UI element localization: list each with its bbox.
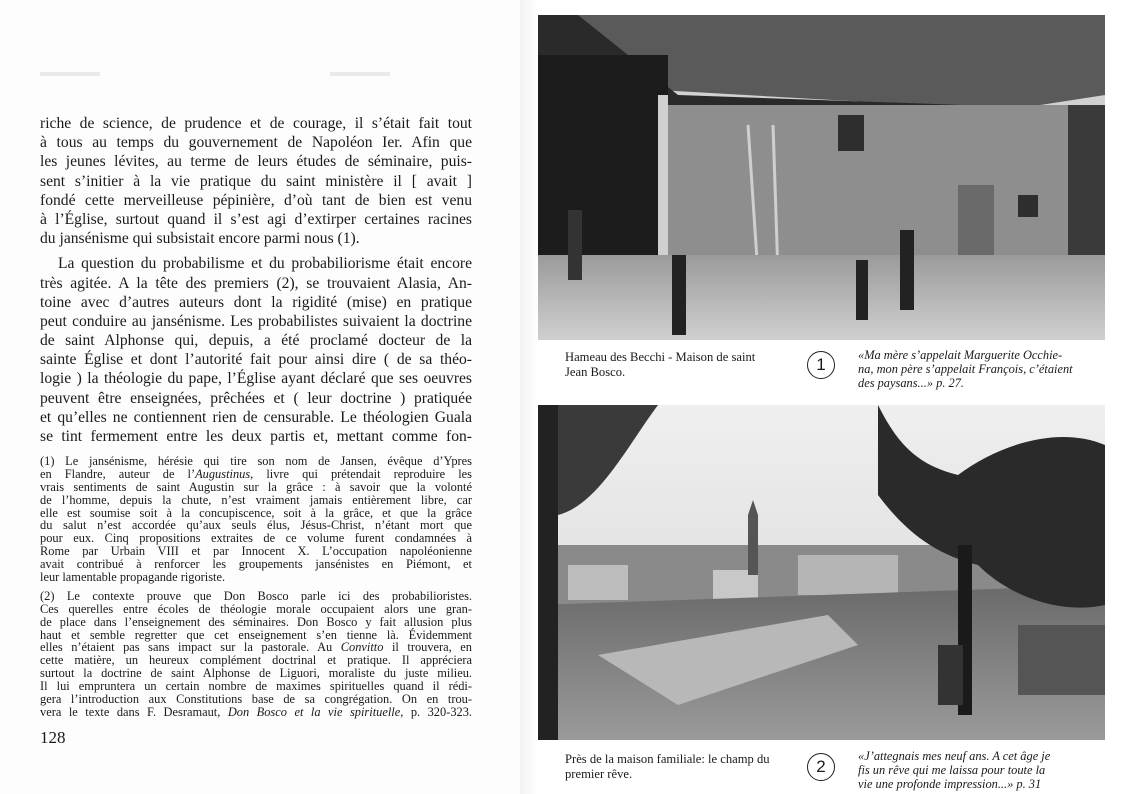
- footnote-1: [40, 455, 472, 584]
- text-line: de saint Alphonse qui, depuis, a été proclamé docteur de la: [40, 332, 472, 350]
- footnote-line: de place dans l’enseignement des séminaires. Don Bosco y fait allusion plus: [40, 614, 472, 629]
- body-text: [40, 114, 472, 446]
- footnote-line: [40, 706, 472, 719]
- footnote-line: cette matière, un heureux complément doctrinal et pratique. Il appréciera: [40, 653, 472, 668]
- text-line: les jeunes lévites, au terme de leurs études de séminaire, puis-: [40, 153, 472, 171]
- figure-number-badge: 2: [807, 753, 835, 781]
- footnote-line: vrais sentiments de saint Augustin sur la grâce : à savoir que la volonté: [40, 479, 472, 494]
- figure-number-badge: 1: [807, 351, 835, 379]
- page-number: 128: [40, 728, 66, 747]
- book-gutter: [520, 0, 538, 794]
- footnote-line: du salut n’est accordée qu’aux seuls élus, Jésus-Christ, n’étant mort que: [40, 518, 472, 533]
- footnotes: [40, 455, 472, 719]
- header-smudge: [330, 72, 390, 76]
- photo-field-of-first-dream: [538, 405, 1105, 740]
- text-segment: en Flandre, auteur de l’: [40, 466, 196, 481]
- footnote-line: de l’homme, depuis la chute, n’est vraiment jamais entièrement libre, car: [40, 492, 472, 507]
- text-line: du jansénisme qui subsistait encore parmi nous (1).: [40, 230, 360, 248]
- text-segment: il trouvera, en: [383, 640, 472, 655]
- book-title: Augustinus: [195, 466, 251, 481]
- footnote-line: haut et semble regretter que cet enseignement s’en tienne là. Évidemment: [40, 627, 472, 642]
- caption-line: Jean Bosco.: [565, 364, 626, 379]
- quote-line: vie une profonde impression...» p. 31: [858, 776, 1042, 791]
- quote-line: na, mon père s’appelait François, c’étaient: [858, 361, 1073, 376]
- footnote-line: pour eux. Cinq propositions extraites de ce volume furent condamnées à: [40, 531, 472, 546]
- footnote-line: gera l’introduction aux Constitutions base de sa congrégation. On en trou-: [40, 692, 472, 707]
- italic-term: Convitto: [340, 640, 384, 655]
- text-segment: , livre qui prétendait reproduire les: [250, 466, 472, 481]
- text-line: riche de science, de prudence et de courage, il s’était fait tout: [40, 115, 472, 132]
- text-line: sent s’initier à la vie pratique du saint ministère il [ avait ]: [40, 172, 472, 190]
- text-line: très agitée. A la tête des premiers (2), se trouvaient Alasia, An-: [40, 274, 472, 292]
- text-line: toine avec d’autres auteurs dont la rigidité (mise) en pratique: [40, 293, 472, 311]
- footnote-line: leur lamentable propagande rigoriste.: [40, 570, 226, 585]
- text-line: sainte Église et dont l’autorité fait pour ainsi dire ( de sa théo-: [40, 351, 472, 369]
- text-line: peut conduire au jansénisme. Les probabilistes suivaient la doctrine: [40, 312, 472, 330]
- text-line: fondé cette merveilleuse pépinière, d’où tant de bien est venu: [40, 191, 472, 209]
- caption-line: Près de la maison familiale: le champ du: [565, 752, 770, 766]
- text-line: La question du probabilisme et du probabiliorisme était encore: [58, 255, 472, 273]
- text-segment: vera le texte dans F. Desramaut,: [40, 704, 228, 719]
- footnote-line: [40, 468, 472, 481]
- text-segment: elles n’étaient pas sans impact sur la pastorale. Au: [40, 640, 341, 655]
- footnote-line: elle est soumise soit à la concupiscence, soit à la grâce, et que la grâce: [40, 505, 472, 520]
- text-line: peuvent être enseignées, prêchées et ( leur doctrine ) pratiquée: [40, 389, 472, 407]
- footnote-line: Ces querelles entre écoles de théologie morale occupaient alors une gran-: [40, 601, 472, 616]
- caption-line: Hameau des Becchi - Maison de saint: [565, 350, 756, 364]
- figure-2-caption: [565, 752, 803, 781]
- left-page: [0, 0, 520, 794]
- figure-2-quote: [858, 750, 1102, 791]
- caption-line: premier rêve.: [565, 766, 633, 781]
- figure-1-quote: [858, 349, 1102, 390]
- text-line: se tint fermement entre les deux partis et, mettant comme fon-: [40, 428, 472, 445]
- footnote-line: avait contribué à renforcer les groupements jansénistes en Piémont, et: [40, 557, 472, 572]
- quote-line: «J’attegnais mes neuf ans. A cet âge je: [858, 749, 1051, 763]
- footnote-line: Il lui empruntera un certain nombre de maximes spirituelles quand il rédi-: [40, 679, 472, 694]
- footnote-line: (2) Le contexte prouve que Don Bosco parle ici des probabilioristes.: [40, 588, 472, 603]
- photo-becchi-house: [538, 15, 1105, 340]
- footnote-2: [40, 590, 472, 719]
- text-line: logie ) la théologie du pape, l’Église ayant déclaré que ses oeuvres: [40, 370, 472, 388]
- header-smudge: [40, 72, 100, 76]
- text-line: à l’Église, surtout quand il s’est agi d’extirper certaines racines: [40, 210, 472, 228]
- text-line: et qu’elles ne contiennent rien de censurable. Le théologien Guala: [40, 408, 472, 426]
- book-title: Don Bosco et la vie spirituelle: [227, 704, 401, 719]
- quote-line: «Ma mère s’appelait Marguerite Occhie-: [858, 348, 1063, 362]
- figure-1-caption: [565, 350, 803, 379]
- quote-line: fis un rêve qui me laissa pour toute la: [858, 762, 1046, 777]
- footnote-line: Rome par Urbain VIII et par Innocent X. L’occupation napoléonienne: [40, 544, 472, 559]
- footnote-line: (1) Le jansénisme, hérésie qui tire son nom de Jansen, évêque d’Ypres: [40, 454, 472, 468]
- text-segment: , p. 320-323.: [400, 704, 473, 719]
- text-line: à tous au temps du gouvernement de Napoléon Ier. Afin que: [40, 134, 472, 152]
- footnote-line: surtout la doctrine de saint Alphonse de Liguori, moraliste du juste milieu.: [40, 666, 472, 681]
- quote-line: des paysans...» p. 27.: [858, 375, 965, 390]
